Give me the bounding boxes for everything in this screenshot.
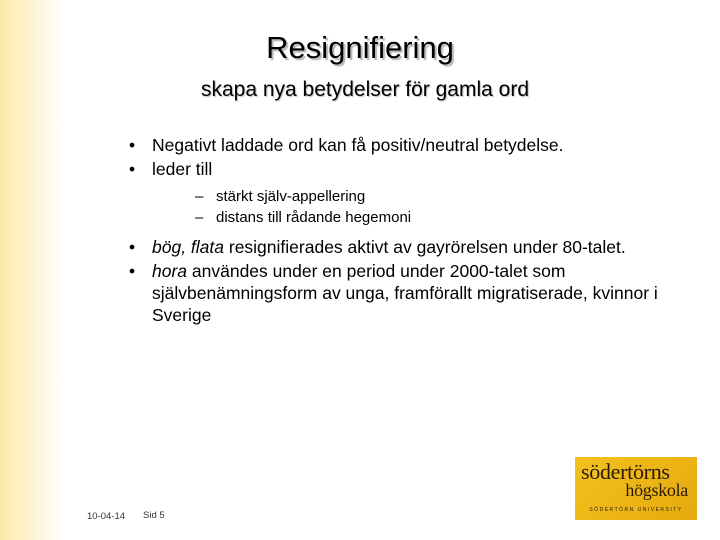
dash-marker: – (195, 188, 204, 205)
slide-content (126, 134, 666, 328)
bullet-italic-term: bög, flata (152, 237, 224, 257)
sub-bullet-list (152, 186, 666, 228)
dash-marker: – (195, 209, 204, 226)
bullet-marker: • (129, 237, 136, 257)
bullet-marker: • (129, 261, 136, 281)
sodertorn-logo (575, 457, 697, 520)
footer-date: 10-04-14 (87, 511, 126, 522)
bullet-marker: • (129, 159, 136, 179)
bullet-list (126, 134, 666, 326)
bullet-item (126, 236, 666, 258)
slide-title: Resignifiering (266, 30, 454, 65)
bullet-text: Negativt laddade ord kan få positiv/neutral betydelse. (152, 135, 564, 155)
bullet-marker: • (129, 135, 136, 155)
sub-bullet-item (152, 207, 666, 228)
sub-bullet-text: stärkt själv-appellering (216, 188, 366, 205)
logo-text-line1: södertörns (581, 459, 670, 484)
bullet-text: leder till (152, 159, 213, 179)
bullet-text: användes under en period under 2000-talet som självbenämningsform av unga, framförallt migratiserade, kvinnor i Sverige (152, 261, 658, 325)
bullet-text: resignifierades aktivt av gayrörelsen under 80-talet. (224, 237, 626, 257)
slide-subtitle: skapa nya betydelser för gamla ord (200, 78, 529, 101)
sub-bullet-item (152, 186, 666, 207)
logo-text-line2: högskola (625, 480, 688, 500)
bullet-item (126, 158, 666, 228)
logo-text-line3: SÖDERTÖRN UNIVERSITY (589, 507, 683, 513)
sub-bullet-text: distans till rådande hegemoni (216, 209, 412, 226)
bullet-item (126, 134, 666, 156)
bullet-italic-term: hora (152, 261, 188, 281)
bullet-item (126, 260, 666, 326)
footer-page-number: Sid 5 (143, 510, 165, 521)
